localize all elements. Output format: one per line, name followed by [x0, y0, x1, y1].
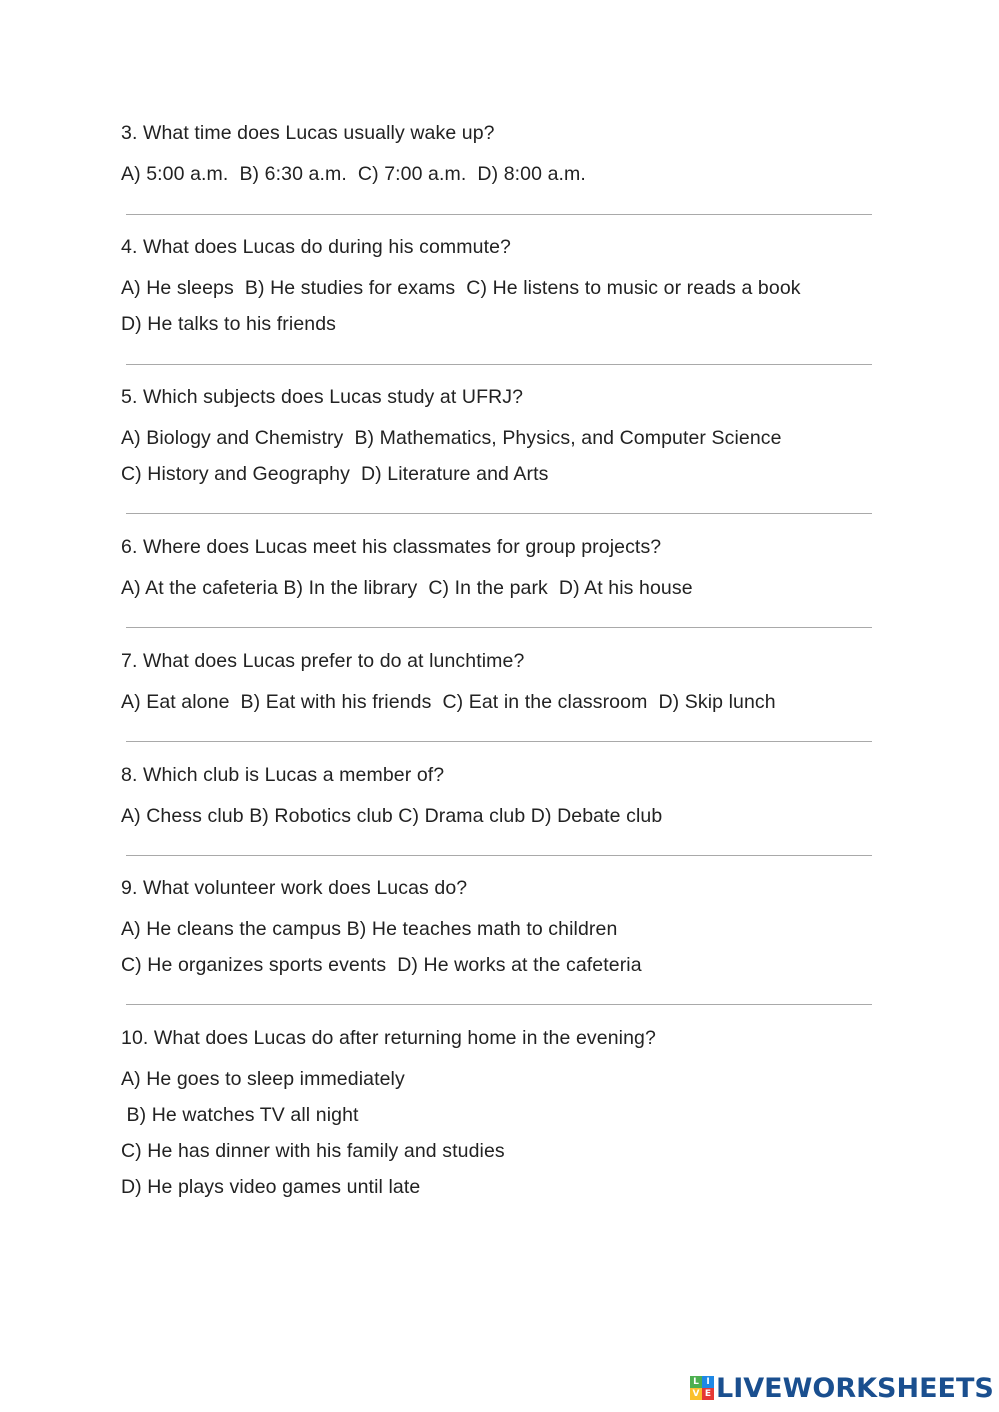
- question-10-text: 10. What does Lucas do after returning home in the evening?: [121, 1027, 656, 1049]
- question-9-options-line-2: C) He organizes sports events D) He works at the cafeteria: [121, 954, 642, 976]
- question-4-options-line-1: A) He sleeps B) He studies for exams C) He listens to music or reads a book: [121, 277, 801, 299]
- question-10-option-a: A) He goes to sleep immediately: [121, 1068, 405, 1090]
- question-7-text: 7. What does Lucas prefer to do at lunchtime?: [121, 650, 525, 672]
- question-5-options-line-2: C) History and Geography D) Literature and Arts: [121, 463, 549, 485]
- question-3-text: 3. What time does Lucas usually wake up?: [121, 122, 495, 144]
- divider: [126, 364, 872, 365]
- question-3-options: A) 5:00 a.m. B) 6:30 a.m. C) 7:00 a.m. D) 8:00 a.m.: [121, 163, 586, 185]
- question-7-options: A) Eat alone B) Eat with his friends C) Eat in the classroom D) Skip lunch: [121, 691, 776, 713]
- question-9-text: 9. What volunteer work does Lucas do?: [121, 877, 468, 899]
- question-4-text: 4. What does Lucas do during his commute?: [121, 236, 511, 258]
- question-6-options: A) At the cafeteria B) In the library C) In the park D) At his house: [121, 577, 693, 599]
- logo-mark-letter: I: [702, 1376, 714, 1388]
- divider: [126, 513, 872, 514]
- divider: [126, 214, 872, 215]
- question-5-text: 5. Which subjects does Lucas study at UFRJ?: [121, 386, 524, 408]
- divider: [126, 1004, 872, 1005]
- logo-wordmark: LIVEWORKSHEETS: [716, 1372, 994, 1404]
- divider: [126, 855, 872, 856]
- question-8-text: 8. Which club is Lucas a member of?: [121, 764, 445, 786]
- question-5-options-line-1: A) Biology and Chemistry B) Mathematics, Physics, and Computer Science: [121, 427, 782, 449]
- logo-mark-letter: V: [690, 1388, 702, 1400]
- divider: [126, 627, 872, 628]
- question-9-options-line-1: A) He cleans the campus B) He teaches math to children: [121, 918, 618, 940]
- question-8-options: A) Chess club B) Robotics club C) Drama club D) Debate club: [121, 805, 663, 827]
- question-10-option-d: D) He plays video games until late: [121, 1176, 421, 1198]
- question-6-text: 6. Where does Lucas meet his classmates for group projects?: [121, 536, 662, 558]
- divider: [126, 741, 872, 742]
- liveworksheets-logo-icon: [690, 1376, 714, 1400]
- logo-mark-letter: L: [690, 1376, 702, 1388]
- question-10-option-c: C) He has dinner with his family and studies: [121, 1140, 505, 1162]
- logo-mark-letter: E: [702, 1388, 714, 1400]
- liveworksheets-logo: [690, 1372, 994, 1404]
- question-4-options-line-2: D) He talks to his friends: [121, 313, 337, 335]
- question-10-option-b: B) He watches TV all night: [121, 1104, 359, 1126]
